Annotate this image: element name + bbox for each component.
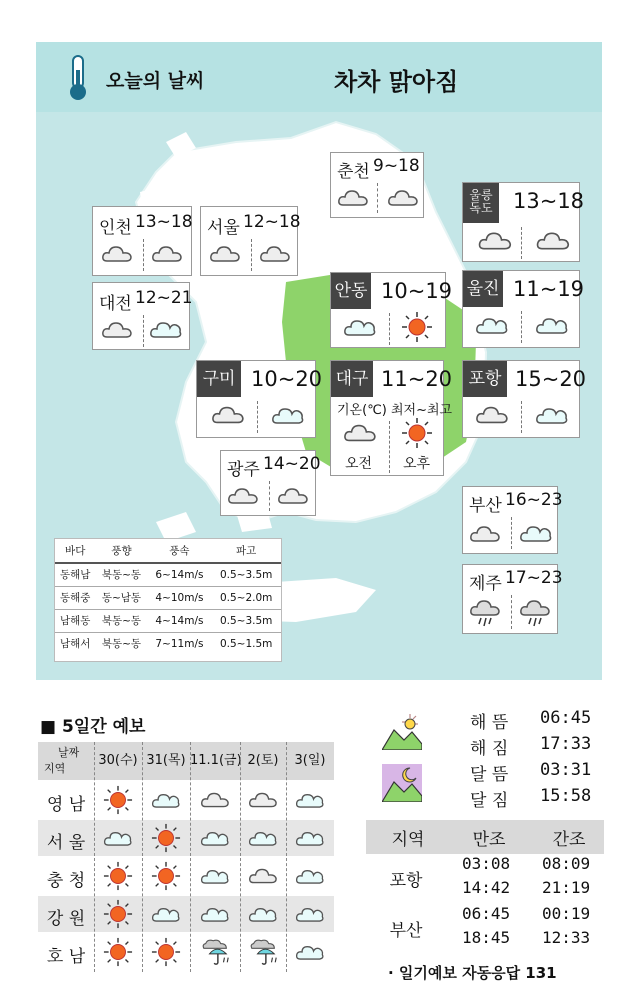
city-temp: 15~20 [515, 367, 587, 391]
tide-table [366, 820, 604, 960]
forecast-row [38, 782, 334, 818]
corner-date: 날짜 [58, 746, 80, 759]
city-name: 춘천 [337, 162, 370, 182]
high-tide-time: 18:45 [462, 928, 511, 947]
partly-cloudy-icon [475, 313, 509, 337]
cloud-rain-umbrella-icon [248, 937, 280, 971]
table-row [55, 609, 281, 632]
partly-cloudy-icon [271, 403, 305, 427]
moonset-time: 15:58 [540, 786, 592, 806]
wind-speed: 4~10m/s [148, 586, 212, 609]
sunrise-time: 06:45 [540, 708, 592, 728]
sunset-time: 17:33 [540, 734, 592, 754]
cloud-icon [248, 865, 278, 891]
sea-header: 풍향 [95, 539, 147, 563]
wave-height: 0.5~3.5m [211, 609, 281, 632]
page-subtitle: 차차 맑아짐 [334, 68, 459, 96]
tide-header-row [366, 820, 604, 854]
sun-icon [151, 937, 181, 971]
city-temp: 9~18 [373, 156, 420, 176]
day-header: 31(목) [146, 753, 186, 768]
city-temp: 12~21 [135, 288, 193, 308]
city-tag: 안동 [331, 273, 371, 309]
legend-pm: 오후 [403, 456, 431, 472]
high-tide-time: 14:42 [462, 878, 511, 897]
low-tide-time: 21:19 [542, 878, 591, 897]
cloud-icon [337, 187, 369, 209]
moonrise-label: 달 뜸 [470, 765, 509, 785]
wind-direction: 북동~동 [95, 563, 147, 586]
city-card-incheon [92, 206, 192, 276]
sea-header: 바다 [55, 539, 95, 563]
tide-region: 부산 [389, 921, 423, 941]
moonset-label: 달 짐 [470, 791, 509, 811]
table-row [55, 632, 281, 655]
cloud-icon [227, 485, 259, 507]
wind-speed: 4~14m/s [148, 609, 212, 632]
sun-icon [401, 417, 433, 449]
tide-header: 간조 [552, 830, 586, 850]
partly-cloudy-icon [535, 313, 569, 337]
city-card-andong [330, 272, 453, 348]
city-card-uljin [462, 270, 585, 348]
sea-area: 동해중 [55, 586, 95, 609]
city-tag: 구미 [197, 361, 241, 397]
partly-cloudy-icon [295, 865, 325, 891]
partly-cloudy-icon [200, 827, 230, 853]
city-name: 제주 [469, 574, 502, 594]
low-tide-time: 08:09 [542, 854, 591, 873]
city-temp: 17~23 [505, 568, 563, 588]
page-title: 오늘의 날씨 [106, 70, 205, 92]
wave-height: 0.5~3.5m [211, 563, 281, 586]
partly-cloudy-icon [295, 903, 325, 929]
wind-direction: 북동~동 [95, 609, 147, 632]
region-name: 충 청 [46, 871, 86, 891]
city-tag: 울진 [463, 271, 503, 307]
partly-cloudy-icon [151, 903, 181, 929]
city-temp: 10~20 [251, 367, 323, 391]
wave-height: 0.5~2.0m [211, 586, 281, 609]
table-row [55, 563, 281, 586]
partly-cloudy-icon [200, 865, 230, 891]
partly-cloudy-icon [248, 903, 278, 929]
city-card-jeju [462, 564, 563, 634]
sea-area: 동해남 [55, 563, 95, 586]
forecast-row [38, 896, 334, 932]
sun-icon [103, 899, 133, 933]
sun-icon [401, 311, 433, 343]
tide-header: 지역 [391, 830, 425, 850]
forecast-grid [38, 742, 334, 972]
cloud-icon [211, 403, 245, 427]
city-card-ulleung [462, 182, 585, 262]
moon-mountain-icon [382, 764, 422, 802]
cloud-icon [248, 789, 278, 815]
sea-header: 파고 [211, 539, 281, 563]
city-card-seoul [200, 206, 301, 276]
wind-speed: 7~11m/s [155, 637, 204, 650]
region-name: 호 남 [46, 947, 86, 967]
city-card-pohang [462, 360, 587, 438]
wind-direction: 북동~동 [101, 638, 142, 651]
city-temp: 14~20 [263, 454, 321, 474]
cloud-icon [469, 523, 501, 545]
forecast-row [38, 934, 334, 970]
sun-icon [103, 937, 133, 971]
day-header: 3(일) [294, 753, 326, 768]
city-temp: 11~20 [381, 367, 453, 391]
city-tag: 울릉 독도 [463, 183, 499, 223]
wind-direction: 동~남동 [95, 586, 147, 609]
corner-region: 지역 [44, 762, 66, 775]
legend-am: 오전 [345, 456, 373, 472]
low-tide-time: 12:33 [542, 928, 591, 947]
day-header: 30(수) [98, 753, 138, 768]
cloud-icon [477, 229, 513, 253]
sunrise-label: 해 뜸 [470, 713, 509, 733]
cloud-icon [151, 243, 183, 265]
city-temp: 13~18 [513, 189, 585, 213]
wind-speed: 6~14m/s [148, 563, 212, 586]
forecast-title: ■ 5일간 예보 [40, 717, 146, 737]
city-card-chuncheon [330, 152, 424, 218]
cloud-rain-icon [469, 597, 503, 629]
cloud-icon [101, 243, 133, 265]
high-tide-time: 06:45 [462, 904, 511, 923]
cloud-rain-icon [519, 597, 553, 629]
partly-cloudy-icon [519, 521, 553, 545]
region-name: 영 남 [46, 795, 86, 815]
city-card-gwangju [220, 450, 321, 516]
city-name: 인천 [99, 218, 132, 238]
city-temp: 13~18 [135, 212, 193, 232]
sea-header: 풍속 [148, 539, 212, 563]
city-temp: 11~19 [513, 277, 585, 301]
cloud-icon [535, 229, 571, 253]
cloud-icon [200, 789, 230, 815]
city-tag: 포항 [463, 361, 507, 397]
partly-cloudy-icon [343, 315, 377, 339]
region-name: 강 원 [46, 909, 86, 929]
city-card-daegu [330, 360, 453, 476]
cloud-icon [209, 243, 241, 265]
day-header: 11.1(금) [190, 753, 242, 768]
partly-cloudy-icon [295, 827, 325, 853]
high-tide-time: 03:08 [462, 854, 511, 873]
city-tag: 대구 [331, 361, 373, 397]
cloud-icon [101, 319, 133, 341]
city-name: 대전 [99, 294, 132, 314]
city-temp: 10~19 [381, 279, 453, 303]
cloud-rain-umbrella-icon [200, 937, 232, 971]
cloud-icon [343, 421, 377, 445]
partly-cloudy-icon [295, 789, 325, 815]
low-tide-time: 00:19 [542, 904, 591, 923]
sun-icon [103, 861, 133, 895]
partly-cloudy-icon [200, 903, 230, 929]
wave-height: 0.5~1.5m [219, 637, 273, 650]
tide-header: 만조 [472, 830, 506, 850]
day-header: 2(토) [247, 753, 279, 768]
cloud-icon [259, 243, 291, 265]
sea-area: 남해동 [55, 609, 95, 632]
cloud-icon [387, 187, 419, 209]
partly-cloudy-icon [151, 789, 181, 815]
partly-cloudy-icon [248, 827, 278, 853]
partly-cloudy-icon [535, 403, 569, 427]
city-card-busan [462, 486, 563, 554]
table-row [55, 586, 281, 609]
partly-cloudy-icon [103, 827, 133, 853]
sea-condition-table [54, 538, 282, 662]
cloud-icon [277, 485, 309, 507]
sun-icon [151, 861, 181, 895]
forecast-row [38, 820, 334, 856]
forecast-row [38, 858, 334, 894]
sea-area: 남해서 [59, 638, 91, 651]
city-name: 부산 [469, 496, 502, 516]
city-temp: 16~23 [505, 490, 563, 510]
tide-region: 포항 [389, 871, 423, 891]
city-card-daejeon [92, 282, 193, 350]
sun-icon [151, 823, 181, 857]
legend-temp-label: 기온(℃) 최저~최고 [337, 403, 453, 418]
partly-cloudy-icon [149, 317, 183, 341]
city-name: 광주 [227, 460, 260, 480]
sun-mountain-icon [382, 712, 422, 750]
forecast-header-row [38, 742, 334, 780]
cloud-icon [475, 403, 509, 427]
region-name: 서 울 [46, 833, 86, 853]
city-name: 서울 [207, 218, 240, 238]
city-card-gumi [196, 360, 323, 438]
partly-cloudy-icon [295, 941, 325, 967]
moonrise-time: 03:31 [540, 760, 592, 780]
sun-icon [103, 785, 133, 819]
footer-hotline: · 일기예보 자동응답 131 [388, 964, 557, 982]
sunset-label: 해 짐 [470, 739, 509, 759]
city-temp: 12~18 [243, 212, 301, 232]
